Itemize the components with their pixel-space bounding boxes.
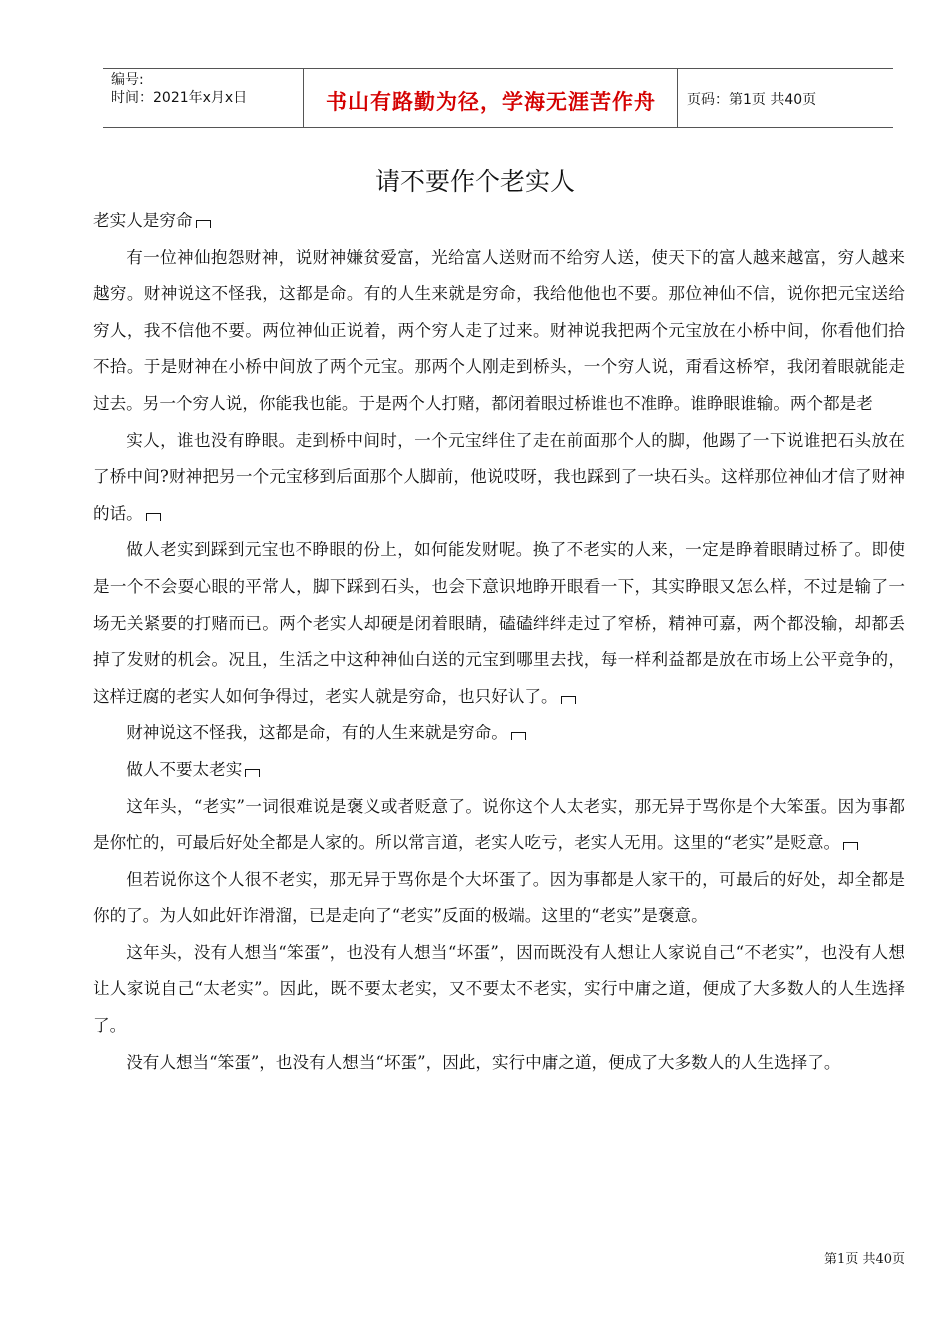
paragraph: 有一位神仙抱怨财神，说财神嫌贫爱富，光给富人送财而不给穷人送，使天下的富人越来越富，穷人越来越穷。财神说这不怪我，这都是命。有的人生来就是穷命，我给他他也不要。那位神仙不信，说你把元宝送给穷人，我不信他不要。两位神仙正说着，两个穷人走了过来。财神说我把两个元宝放在小桥中间，你看他们拾不拾。于是财神在小桥中间放了两个元宝。那两个人刚走到桥头，一个穷人说，甭看这桥窄，我闭着眼就能走过去。另一个穷人说，你能我也能。于是两个人打赌，都闭着眼过桥谁也不准睁。谁睁眼谁输。两个都是老 [93,247,905,413]
paragraph: 这年头，没有人想当“笨蛋”，也没有人想当“坏蛋”，因而既没有人想让人家说自己“不老实”，也没有人想让人家说自己“太老实”。因此，既不要太老实，又不要太不老实，实行中庸之道，便成了大多数人的人生选择了。 [93,942,905,1036]
paragraph: 做人老实到踩到元宝也不睁眼的份上，如何能发财呢。换了不老实的人来，一定是睁着眼睛过桥了。即使是一个不会耍心眼的平常人，脚下踩到石头，也会下意识地睁开眼看一下，其实睁眼又怎么样，不过是输了一场无关紧要的打赌而已。两个老实人却硬是闭着眼睛，磕磕绊绊走过了窄桥，精神可嘉，两个都没输，却都丢掉了发财的机会。况且，生活之中这种神仙白送的元宝到哪里去找，每一样利益都是放在市场上公平竞争的，这样迂腐的老实人如何争得过，老实人就是穷命，也只好认了。 [93,540,905,706]
paragraph: 财神说这不怪我，这都是命，有的人生来就是穷命。 [93,715,905,752]
header-divider-left [303,68,304,128]
header-time-label: 时间：2021年x月x日 [111,90,248,106]
page-footer: 第1页 共40页 [824,1252,905,1267]
paragraph: 但若说你这个人很不老实，那无异于骂你是个大坏蛋了。因为事都是人家干的，可最后的好处，却全都是你的了。为人如此奸诈滑溜，已是走向了“老实”反面的极端。这里的“老实”是褒意。 [93,869,905,926]
header-meta [111,71,247,107]
paragraph-mark-icon [843,842,858,850]
paragraph-mark-icon [196,220,211,228]
header-top-rule [103,68,893,69]
paragraph-mark-icon [511,732,526,740]
paragraph: 实人，谁也没有睁眼。走到桥中间时，一个元宝绊住了走在前面那个人的脚，他踢了一下说谁把石头放在了桥中间?财神把另一个元宝移到后面那个人脚前，他说哎呀，我也踩到了一块石头。这样那位神仙才信了财神的话。 [93,430,905,523]
paragraph-mark-icon [245,769,260,777]
paragraph-mark-icon [146,513,161,521]
section-heading: 做人不要太老实 [93,752,905,789]
header-number-label: 编号: [111,72,144,88]
section-heading: 老实人是穷命 [93,203,905,240]
paragraph: 这年头，“老实”一词很难说是褒义或者贬意了。说你这个人太老实，那无异于骂你是个大笨蛋。因为事都是你忙的，可最后好处全都是人家的。所以常言道，老实人吃亏，老实人无用。这里的“老实”是贬意。 [93,796,905,853]
paragraph: 没有人想当“笨蛋”，也没有人想当“坏蛋”，因此，实行中庸之道，便成了大多数人的人生选择了。 [126,1052,841,1072]
document-body [93,203,905,1081]
header-divider-right [677,68,678,128]
document-title: 请不要作个老实人 [374,167,575,196]
header-motto: 书山有路勤为径，学海无涯苦作舟 [326,89,656,114]
paragraph-mark-icon [561,696,576,704]
header-bottom-rule [103,127,893,128]
header-page-info: 页码：第1页 共40页 [687,92,817,108]
